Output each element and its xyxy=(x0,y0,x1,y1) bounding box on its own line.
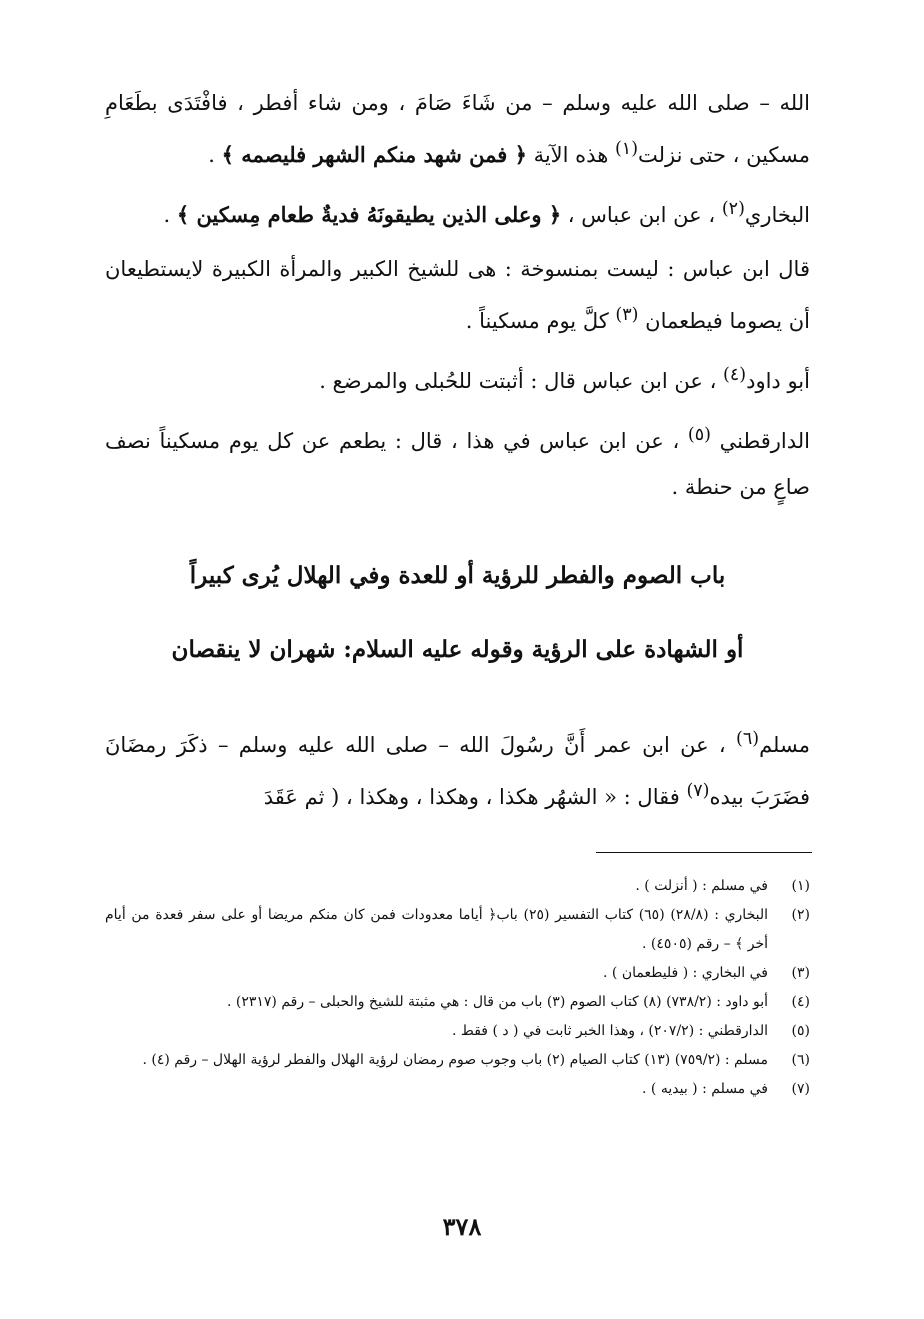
footnote-ref: (٣) xyxy=(615,305,639,325)
paragraph-2-text: ، عن ابن عباس ، xyxy=(561,203,722,227)
paragraph-1-line-1: الله – صلى الله عليه وسلم – من شَاءَ صَامَ ، ومن شاء أفطر ، فافْتَدَى بطَعَامِ xyxy=(105,91,810,115)
footnote-text: في مسلم : ( بيديه ) . xyxy=(642,1081,768,1097)
source-name: البخاري xyxy=(744,203,810,227)
footnote-text: أبو داود : (٧٣٨/٢) (٨) كتاب الصوم (٣) باب من قال : هي مثبتة للشيخ والحبلى – رقم (٢٣١٧) . xyxy=(226,994,768,1010)
footnote-item xyxy=(105,959,810,988)
footnotes xyxy=(105,872,810,1104)
paragraph-3-text-b: كلَّ يوم مسكيناً . xyxy=(465,309,616,333)
footnote-text: مسلم : (٧٥٩/٢) (١٣) كتاب الصيام (٢) باب وجوب صوم رمضان لرؤية الهلال والفطر لرؤية الهلال – رقم (٤) . xyxy=(142,1052,768,1068)
footnote-number: (٤) xyxy=(791,994,810,1010)
footnote-text: البخاري : (٢٨/٨) (٦٥) كتاب التفسير (٢٥) باب﴿ أياما معدودات فمن كان منكم مريضا أو على سفر فعدة من أيام أخر ﴾ – رقم (٤٥٠٥) . xyxy=(105,907,768,952)
paragraph-1-text-b: هذه الآية xyxy=(526,143,615,167)
footnote-number: (٣) xyxy=(791,965,810,981)
chapter-heading-line-1: باب الصوم والفطر للرؤية أو للعدة وفي الهلال يُرى كبيراً xyxy=(189,562,726,589)
paragraph-1 xyxy=(105,80,810,178)
footnote-text: الدارقطني : (٢٠٧/٢) ، وهذا الخبر ثابت في ( د ) فقط . xyxy=(452,1023,768,1039)
paragraph-4 xyxy=(105,352,810,404)
footnote-number: (٧) xyxy=(791,1081,810,1097)
footnote-ref: (٢) xyxy=(721,199,745,219)
paragraph-6-text-c: فقال : « الشهُر هكذا ، وهكذا ، وهكذا ، ( ثم عَقَدَ xyxy=(263,785,687,809)
footnote-item xyxy=(105,1046,810,1075)
paragraph-5-text: ، عن ابن عباس في هذا ، قال : يطعم عن كل يوم مسكيناً نصف صاعٍ من حنطة . xyxy=(105,429,810,499)
footnote-text: في مسلم : ( أنزلت ) . xyxy=(635,878,768,894)
paragraph-3 xyxy=(105,246,810,344)
paragraph-5 xyxy=(105,412,810,510)
source-name: أبو داود xyxy=(746,369,810,393)
quran-quote: ﴿ فمن شهد منكم الشهر فليصمه ﴾ xyxy=(221,142,527,167)
footnote-item xyxy=(105,901,810,959)
hadith-text xyxy=(105,716,810,820)
main-text xyxy=(105,80,810,510)
page-number: ٣٧٨ xyxy=(442,1212,482,1241)
footnote-number: (١) xyxy=(791,878,810,894)
footnote-number: (٢) xyxy=(791,907,810,923)
footnote-number: (٥) xyxy=(791,1023,810,1039)
paragraph-2-end: . xyxy=(163,203,177,227)
footnote-ref: (٦) xyxy=(736,729,760,749)
paragraph-1-text: مسكين ، حتى نزلت xyxy=(638,143,810,167)
footnote-item xyxy=(105,1017,810,1046)
paragraph-4-text: ، عن ابن عباس قال : أثبتت للحُبلى والمرضع . xyxy=(319,369,724,393)
paragraph-3-text: قال ابن عباس : ليست بمنسوخة : هى للشيخ الكبير والمرأة الكبيرة لايستطيعان أن يصوما فيطعمان xyxy=(105,257,810,333)
footnote-ref: (٧) xyxy=(686,781,710,801)
chapter-heading-line-2: أو الشهادة على الرؤية وقوله عليه السلام: شهران لا ينقصان xyxy=(171,636,744,663)
paragraph-1-end: . xyxy=(208,143,222,167)
footnote-ref: (٥) xyxy=(687,425,711,445)
quran-quote: ﴿ وعلى الذين يطيقونَهُ فديةٌ طعام مِسكين ﴾ xyxy=(176,202,562,227)
footnote-ref: (١) xyxy=(614,139,639,159)
footnote-ref: (٤) xyxy=(723,365,747,385)
footnote-text: في البخاري : ( فليطعمان ) . xyxy=(603,965,768,981)
paragraph-6-text: ، عن ابن عمر أَنَّ رسُولَ الله – صلى الله عليه وسلم – ذكَرَ رمضَانَ فضَرَبَ بيده xyxy=(105,733,810,809)
footnote-divider xyxy=(596,852,812,853)
footnote-item xyxy=(105,988,810,1017)
footnote-number: (٦) xyxy=(791,1052,810,1068)
source-name: الدارقطني xyxy=(710,429,811,453)
footnote-item xyxy=(105,872,810,901)
paragraph-2 xyxy=(105,186,810,238)
paragraph-6 xyxy=(105,716,810,820)
footnote-item xyxy=(105,1075,810,1104)
source-name: مسلم xyxy=(759,733,810,757)
